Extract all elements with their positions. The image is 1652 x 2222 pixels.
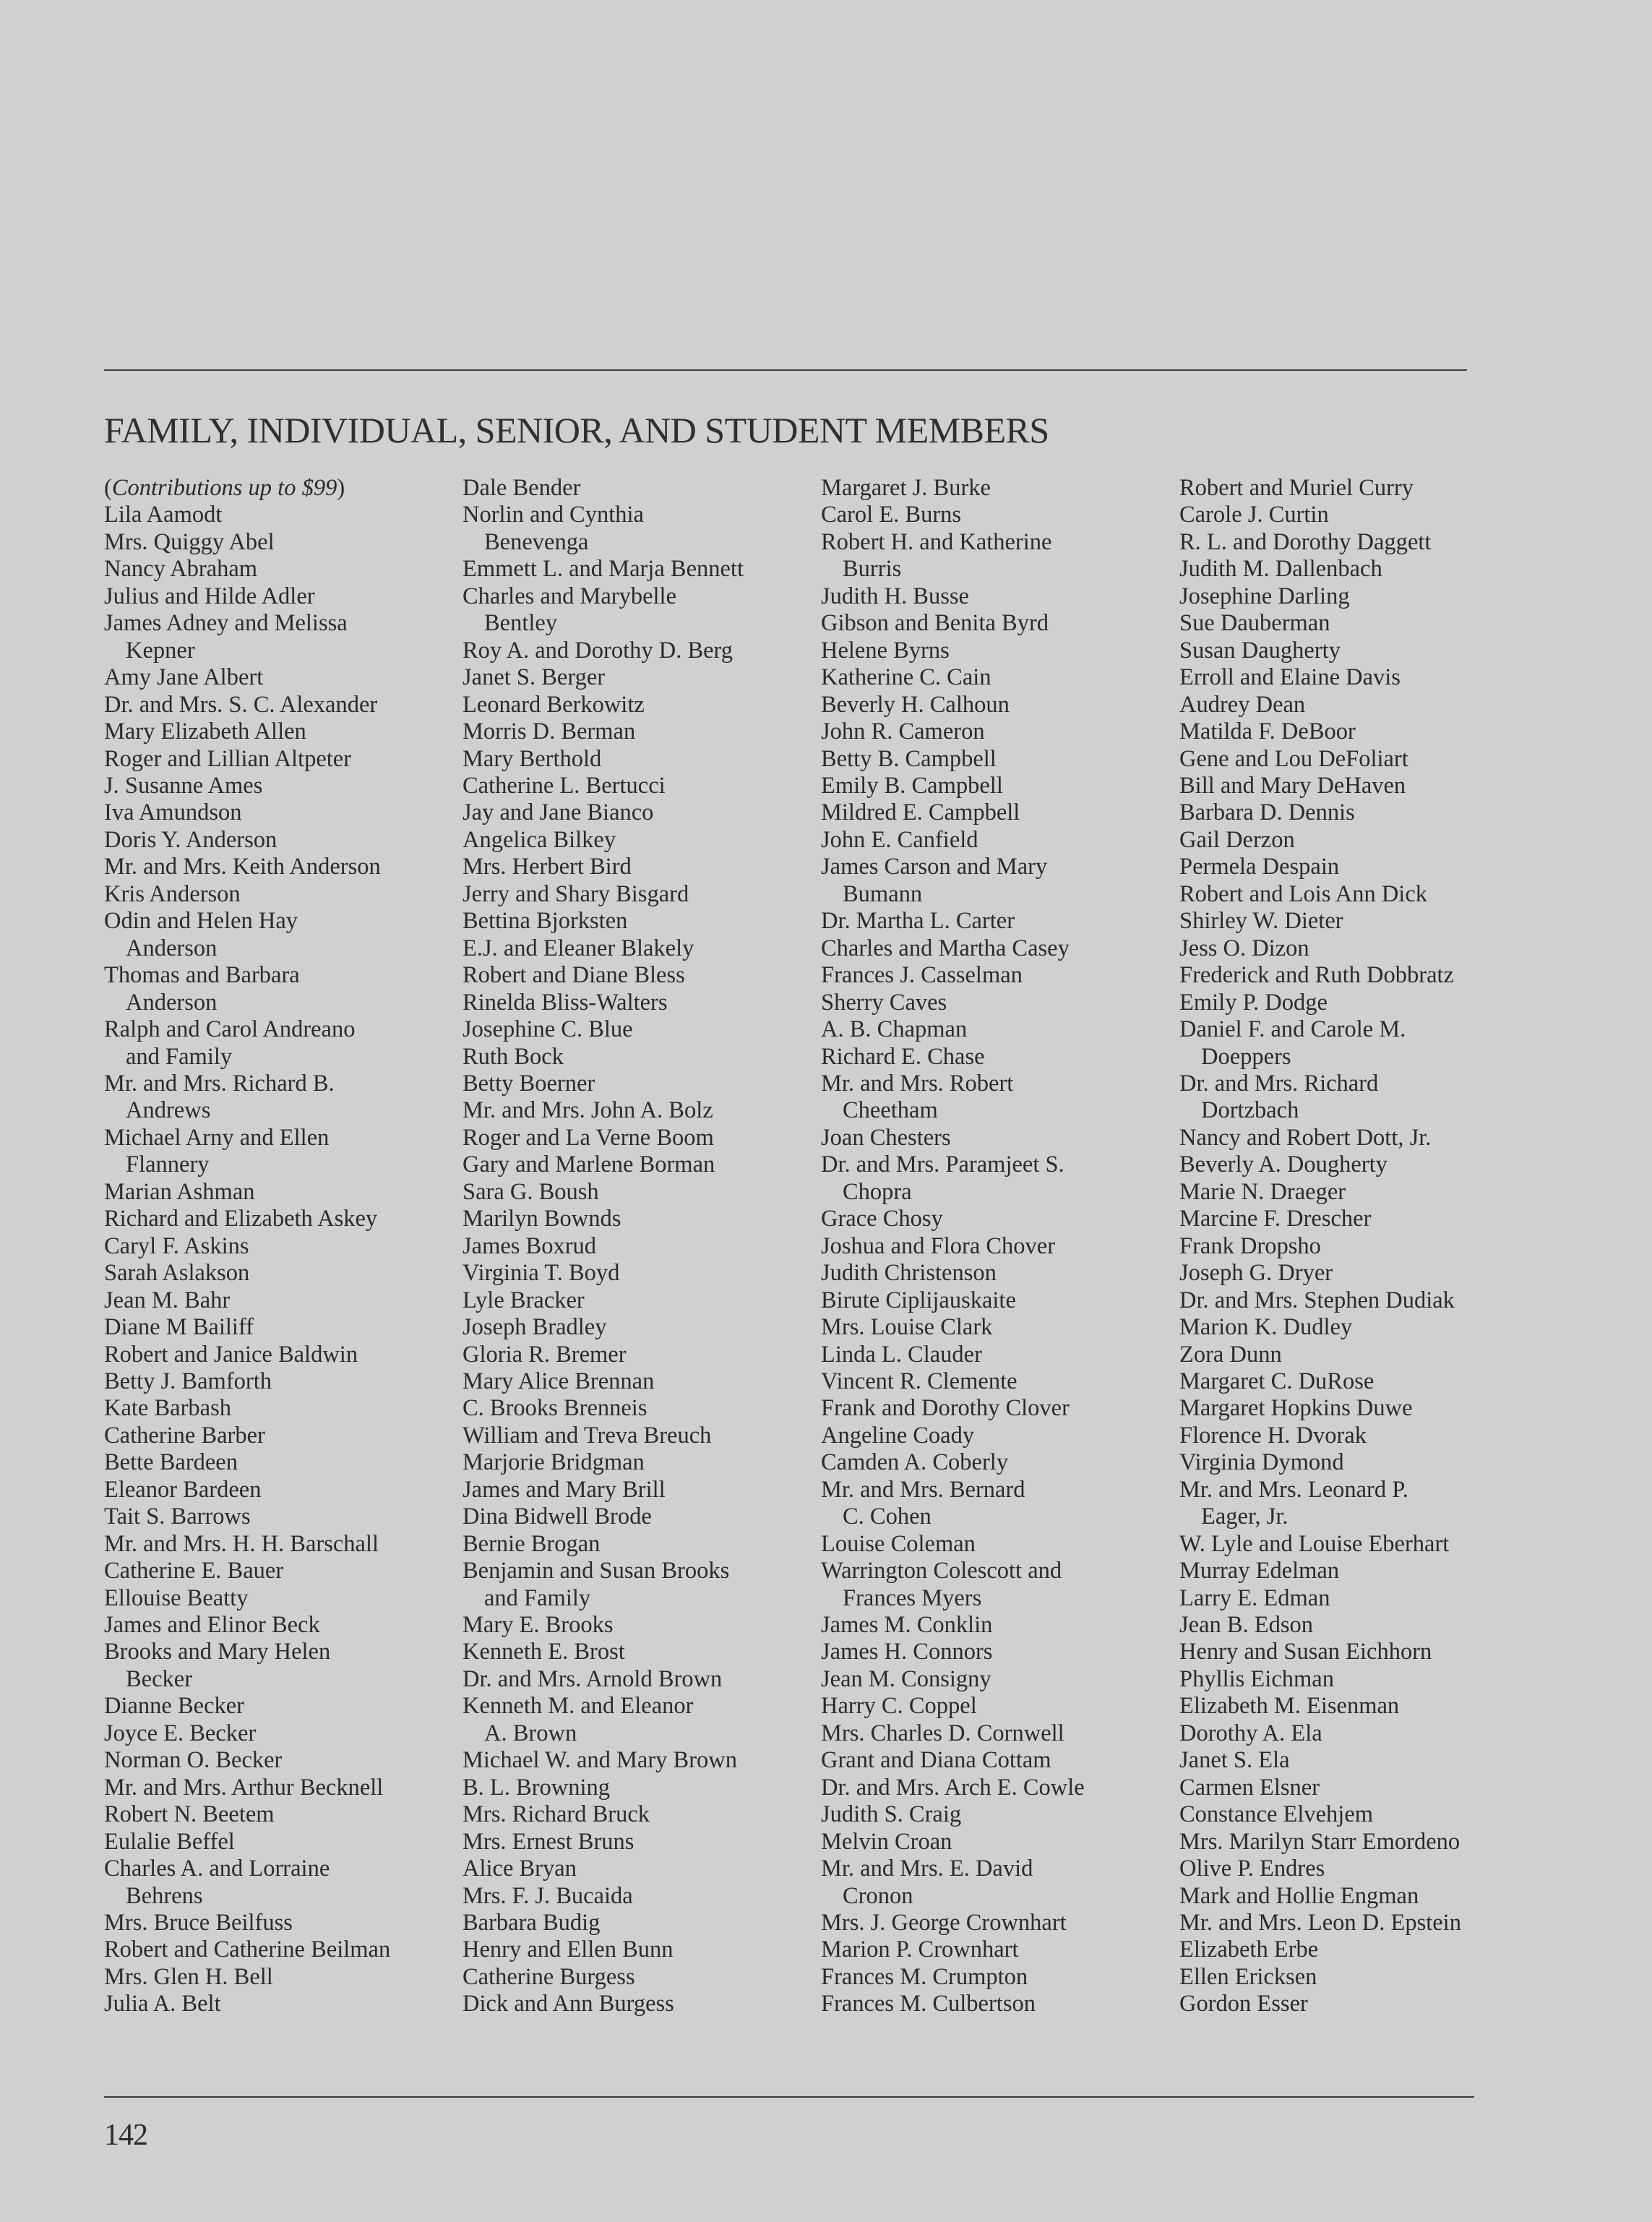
member-name: A. B. Chapman: [821, 1016, 968, 1043]
member-name: Dortzbach: [1201, 1097, 1299, 1124]
member-name: Susan Daugherty: [1179, 637, 1341, 664]
member-name: William and Treva Breuch: [463, 1422, 712, 1449]
member-name: Dale Bender: [463, 475, 581, 501]
member-name: Henry and Ellen Bunn: [463, 1936, 674, 1963]
member-name: Virginia T. Boyd: [463, 1260, 620, 1287]
member-name: Sue Dauberman: [1179, 610, 1330, 637]
member-name: Shirley W. Dieter: [1179, 908, 1343, 935]
member-name: Gibson and Benita Byrd: [821, 610, 1049, 637]
member-name: Frances M. Culbertson: [821, 1991, 1036, 2017]
member-name: W. Lyle and Louise Eberhart: [1179, 1530, 1450, 1557]
member-name: Grace Chosy: [821, 1206, 943, 1232]
member-name: Ralph and Carol Andreano: [104, 1016, 356, 1043]
member-name: Doris Y. Anderson: [104, 826, 278, 853]
member-name: Mary Alice Brennan: [463, 1368, 655, 1394]
member-name: Zora Dunn: [1179, 1341, 1282, 1368]
member-name: Helene Byrns: [821, 637, 950, 664]
member-name: Judith H. Busse: [821, 583, 969, 609]
member-name: and Family: [126, 1043, 233, 1070]
member-name: Benjamin and Susan Brooks: [463, 1558, 730, 1584]
member-name: Jean M. Consigny: [821, 1665, 991, 1692]
member-name: Nancy Abraham: [104, 556, 258, 583]
member-name: Camden A. Coberly: [821, 1449, 1009, 1476]
member-name: James M. Conklin: [821, 1612, 993, 1639]
member-name: Mrs. Ernest Bruns: [463, 1828, 634, 1855]
member-name: Flannery: [126, 1151, 210, 1178]
member-name: Kate Barbash: [104, 1395, 231, 1422]
member-name: Marjorie Bridgman: [463, 1449, 645, 1476]
member-name: Mary Elizabeth Allen: [104, 718, 306, 745]
member-name: Anderson: [126, 935, 218, 961]
member-name: Frances Myers: [843, 1584, 982, 1611]
member-name: R. L. and Dorothy Daggett: [1179, 528, 1432, 555]
member-name: Mr. and Mrs. Leon D. Epstein: [1179, 1910, 1461, 1936]
member-name: Mrs. Quiggy Abel: [104, 528, 275, 555]
member-name: Carole J. Curtin: [1179, 502, 1329, 528]
member-name: Joseph Bradley: [463, 1314, 607, 1341]
member-name: Dr. and Mrs. Paramjeet S.: [821, 1151, 1064, 1178]
member-name: Warrington Colescott and: [821, 1558, 1062, 1584]
member-name: Marcine F. Drescher: [1179, 1206, 1372, 1232]
member-name: Robert and Muriel Curry: [1179, 475, 1414, 501]
member-name: Kepner: [126, 637, 195, 664]
member-name: Emily P. Dodge: [1179, 989, 1328, 1016]
member-name: Mr. and Mrs. Leonard P.: [1179, 1476, 1408, 1503]
member-name: Mr. and Mrs. E. David: [821, 1856, 1033, 1882]
member-name: Olive P. Endres: [1179, 1856, 1325, 1882]
member-name: Eulalie Beffel: [104, 1828, 235, 1855]
member-name: Audrey Dean: [1179, 691, 1306, 718]
member-name: and Family: [484, 1584, 591, 1611]
member-name: Robert and Lois Ann Dick: [1179, 880, 1428, 907]
member-name: Roger and La Verne Boom: [463, 1124, 714, 1151]
member-name: Bette Bardeen: [104, 1449, 238, 1476]
member-name: Bernie Brogan: [463, 1530, 601, 1557]
member-name: Judith Christenson: [821, 1260, 997, 1287]
member-name: Matilda F. DeBoor: [1179, 718, 1356, 745]
member-name: Linda L. Clauder: [821, 1341, 982, 1368]
member-name: Jean M. Bahr: [104, 1287, 231, 1313]
member-name: Mrs. Charles D. Cornwell: [821, 1720, 1064, 1746]
member-name: Erroll and Elaine Davis: [1179, 664, 1401, 691]
member-name: Margaret Hopkins Duwe: [1179, 1395, 1413, 1422]
member-name: Mrs. Bruce Beilfuss: [104, 1910, 293, 1936]
member-name: Murray Edelman: [1179, 1558, 1340, 1584]
member-name: Mr. and Mrs. John A. Bolz: [463, 1097, 713, 1124]
member-name: Ellen Ericksen: [1179, 1963, 1317, 1990]
member-name: Jean B. Edson: [1179, 1612, 1314, 1639]
member-name: Bill and Mary DeHaven: [1179, 772, 1406, 799]
member-name: Catherine E. Bauer: [104, 1558, 284, 1584]
member-name: Caryl F. Askins: [104, 1232, 249, 1259]
member-name: Joshua and Flora Chover: [821, 1232, 1056, 1259]
member-name: Frank and Dorothy Clover: [821, 1395, 1070, 1422]
member-name: Mark and Hollie Engman: [1179, 1882, 1419, 1909]
member-name: Judith M. Dallenbach: [1179, 556, 1382, 583]
member-name: A. Brown: [484, 1720, 577, 1746]
member-name: Jay and Jane Bianco: [463, 799, 654, 826]
member-name: Mildred E. Campbell: [821, 799, 1020, 826]
member-name: John R. Cameron: [821, 718, 985, 745]
member-name: Alice Bryan: [463, 1856, 577, 1882]
member-name: Mr. and Mrs. Robert: [821, 1070, 1014, 1097]
member-name: Beverly H. Calhoun: [821, 691, 1010, 718]
member-name: Gordon Esser: [1179, 1991, 1308, 2017]
member-name: Mrs. Richard Bruck: [463, 1801, 650, 1828]
member-name: Joyce E. Becker: [104, 1720, 257, 1746]
member-name: Gloria R. Bremer: [463, 1341, 627, 1368]
member-name: Kenneth M. and Eleanor: [463, 1693, 694, 1720]
member-name: Janet S. Berger: [463, 664, 606, 691]
member-name: Ruth Bock: [463, 1043, 564, 1070]
member-name: Rinelda Bliss-Walters: [463, 989, 668, 1016]
member-name: Frederick and Ruth Dobbratz: [1179, 962, 1454, 989]
member-name: Lyle Bracker: [463, 1287, 585, 1313]
member-name: Tait S. Barrows: [104, 1504, 251, 1530]
member-name: Louise Coleman: [821, 1530, 976, 1557]
member-name: Julia A. Belt: [104, 1991, 221, 2017]
member-name: Roger and Lillian Altpeter: [104, 745, 352, 772]
member-name: Dina Bidwell Brode: [463, 1504, 652, 1530]
member-name: Betty Boerner: [463, 1070, 595, 1097]
member-name: Marion P. Crownhart: [821, 1936, 1019, 1963]
member-name: Richard E. Chase: [821, 1043, 985, 1070]
member-name: Emmett L. and Marja Bennett: [463, 556, 744, 583]
member-name: Dianne Becker: [104, 1693, 245, 1720]
member-name: Mrs. Glen H. Bell: [104, 1963, 273, 1990]
member-name: B. L. Browning: [463, 1774, 611, 1801]
member-name: Michael W. and Mary Brown: [463, 1747, 738, 1774]
member-name: Lila Aamodt: [104, 502, 223, 528]
member-name: Robert N. Beetem: [104, 1801, 275, 1828]
page-number: 142: [104, 2119, 147, 2152]
member-name: Dr. and Mrs. S. C. Alexander: [104, 691, 378, 718]
member-name: Sarah Aslakson: [104, 1260, 250, 1287]
member-name: Marian Ashman: [104, 1178, 255, 1205]
member-name: Constance Elvehjem: [1179, 1801, 1374, 1828]
member-column-4: [1179, 475, 1526, 2018]
member-name: Robert and Janice Baldwin: [104, 1341, 358, 1368]
member-name: Florence H. Dvorak: [1179, 1422, 1367, 1449]
member-name: Kenneth E. Brost: [463, 1639, 625, 1665]
member-name: Morris D. Berman: [463, 718, 636, 745]
member-name: Catherine L. Bertucci: [463, 772, 666, 799]
member-name: Catherine Burgess: [463, 1963, 635, 1990]
member-name: Iva Amundson: [104, 799, 242, 826]
note-open-paren: (: [104, 475, 112, 501]
member-name: Marion K. Dudley: [1179, 1314, 1353, 1341]
member-name: Gene and Lou DeFoliart: [1179, 745, 1408, 772]
member-name: Dr. and Mrs. Stephen Dudiak: [1179, 1287, 1455, 1313]
member-name: Michael Arny and Ellen: [104, 1124, 330, 1151]
member-name: Angelica Bilkey: [463, 826, 616, 853]
member-name: Phyllis Eichman: [1179, 1665, 1334, 1692]
member-name: James and Mary Brill: [463, 1476, 666, 1503]
member-name: Charles and Marybelle: [463, 583, 677, 609]
member-name: Harry C. Coppel: [821, 1693, 977, 1720]
member-name: Carmen Elsner: [1179, 1774, 1320, 1801]
member-name: Gary and Marlene Borman: [463, 1151, 715, 1178]
member-name: Benevenga: [484, 528, 589, 555]
member-name: James Adney and Melissa: [104, 610, 348, 637]
member-name: Margaret J. Burke: [821, 475, 991, 501]
member-name: Chopra: [843, 1178, 912, 1205]
member-name: Amy Jane Albert: [104, 664, 264, 691]
member-name: Larry E. Edman: [1179, 1584, 1330, 1611]
member-name: Sara G. Boush: [463, 1178, 599, 1205]
member-name: Angeline Coady: [821, 1422, 975, 1449]
member-name: Cheetham: [843, 1097, 938, 1124]
member-column-3: [821, 475, 1168, 2018]
member-name: Mr. and Mrs. Keith Anderson: [104, 854, 381, 880]
member-name: Sherry Caves: [821, 989, 947, 1016]
member-column-2: [463, 475, 809, 2018]
member-name: Carol E. Burns: [821, 502, 962, 528]
member-name: Janet S. Ela: [1179, 1747, 1290, 1774]
member-name: Behrens: [126, 1882, 203, 1909]
member-name: Mrs. Herbert Bird: [463, 854, 632, 880]
member-name: Robert H. and Katherine: [821, 528, 1052, 555]
member-name: Roy A. and Dorothy D. Berg: [463, 637, 733, 664]
member-name: C. Cohen: [843, 1504, 932, 1530]
member-name: Melvin Croan: [821, 1828, 952, 1855]
member-name: Dr. and Mrs. Arnold Brown: [463, 1665, 723, 1692]
member-name: Barbara D. Dennis: [1179, 799, 1355, 826]
member-name: James Carson and Mary: [821, 854, 1048, 880]
member-name: Permela Despain: [1179, 854, 1340, 880]
member-name: Jerry and Shary Bisgard: [463, 880, 689, 907]
member-name: Margaret C. DuRose: [1179, 1368, 1374, 1394]
member-name: Dr. and Mrs. Arch E. Cowle: [821, 1774, 1085, 1801]
member-name: Grant and Diana Cottam: [821, 1747, 1051, 1774]
member-name: Mr. and Mrs. H. H. Barschall: [104, 1530, 379, 1557]
member-name: Leonard Berkowitz: [463, 691, 645, 718]
member-name: Bumann: [843, 880, 923, 907]
member-name: Mr. and Mrs. Richard B.: [104, 1070, 335, 1097]
member-name: Barbara Budig: [463, 1910, 601, 1936]
contributions-note: [104, 475, 451, 502]
member-name: Beverly A. Dougherty: [1179, 1151, 1388, 1178]
member-name: J. Susanne Ames: [104, 772, 263, 799]
member-name: Eleanor Bardeen: [104, 1476, 262, 1503]
member-name: Daniel F. and Carole M.: [1179, 1016, 1406, 1043]
member-column-1: [104, 475, 451, 2018]
member-name: Mrs. Marilyn Starr Emordeno: [1179, 1828, 1460, 1855]
member-name: Betty B. Campbell: [821, 745, 997, 772]
member-name: Norlin and Cynthia: [463, 502, 644, 528]
member-name: Robert and Catherine Beilman: [104, 1936, 391, 1963]
member-name: Charles A. and Lorraine: [104, 1856, 330, 1882]
member-name: Katherine C. Cain: [821, 664, 991, 691]
member-name: James Boxrud: [463, 1232, 597, 1259]
member-name: Dick and Ann Burgess: [463, 1991, 674, 2017]
member-name: Josephine Darling: [1179, 583, 1350, 609]
member-name: Thomas and Barbara: [104, 962, 300, 989]
member-name: Elizabeth M. Eisenman: [1179, 1693, 1400, 1720]
member-name: Mary E. Brooks: [463, 1612, 614, 1639]
member-name: Bettina Bjorksten: [463, 908, 628, 935]
bottom-rule: [104, 2096, 1474, 2098]
member-name: Cronon: [843, 1882, 913, 1909]
member-name: Brooks and Mary Helen: [104, 1639, 331, 1665]
member-name: Vincent R. Clemente: [821, 1368, 1018, 1394]
member-name: Charles and Martha Casey: [821, 935, 1070, 961]
member-name: Julius and Hilde Adler: [104, 583, 315, 609]
member-name: Betty J. Bamforth: [104, 1368, 272, 1394]
top-rule: [104, 369, 1467, 371]
member-name: Jess O. Dizon: [1179, 935, 1309, 961]
member-name: Mr. and Mrs. Bernard: [821, 1476, 1025, 1503]
member-name: Mrs. Louise Clark: [821, 1314, 993, 1341]
note-text: Contributions up to $99: [111, 475, 337, 501]
member-name: Nancy and Robert Dott, Jr.: [1179, 1124, 1432, 1151]
member-name: Gail Derzon: [1179, 826, 1295, 853]
member-name: Birute Ciplijauskaite: [821, 1287, 1016, 1313]
member-name: Frank Dropsho: [1179, 1232, 1321, 1259]
member-name: Dorothy A. Ela: [1179, 1720, 1322, 1746]
member-name: Kris Anderson: [104, 880, 241, 907]
member-name: John E. Canfield: [821, 826, 978, 853]
member-name: Frances M. Crumpton: [821, 1963, 1028, 1990]
page-heading: FAMILY, INDIVIDUAL, SENIOR, AND STUDENT MEMBERS: [104, 410, 1049, 450]
member-name: Burris: [843, 556, 902, 583]
member-name: Richard and Elizabeth Askey: [104, 1206, 378, 1232]
member-name: Mr. and Mrs. Arthur Becknell: [104, 1774, 384, 1801]
note-close-paren: ): [337, 475, 345, 501]
member-name: Elizabeth Erbe: [1179, 1936, 1319, 1963]
member-name: Marie N. Draeger: [1179, 1178, 1346, 1205]
member-name: Dr. Martha L. Carter: [821, 908, 1015, 935]
member-name: Norman O. Becker: [104, 1747, 283, 1774]
member-name: Doeppers: [1201, 1043, 1291, 1070]
member-name: Joan Chesters: [821, 1124, 951, 1151]
member-name: James H. Connors: [821, 1639, 993, 1665]
member-name: Dr. and Mrs. Richard: [1179, 1070, 1379, 1097]
member-name: Anderson: [126, 989, 218, 1016]
member-name: Frances J. Casselman: [821, 962, 1023, 989]
member-name: Diane M Bailiff: [104, 1314, 254, 1341]
member-name: Catherine Barber: [104, 1422, 265, 1449]
member-name: Joseph G. Dryer: [1179, 1260, 1333, 1287]
member-name: Mrs. J. George Crownhart: [821, 1910, 1067, 1936]
member-name: Henry and Susan Eichhorn: [1179, 1639, 1432, 1665]
member-name: Judith S. Craig: [821, 1801, 962, 1828]
member-name: Becker: [126, 1665, 193, 1692]
member-name: Ellouise Beatty: [104, 1584, 249, 1611]
member-name: E.J. and Eleaner Blakely: [463, 935, 694, 961]
member-name: Robert and Diane Bless: [463, 962, 685, 989]
member-name: Mary Berthold: [463, 745, 602, 772]
member-name: Virginia Dymond: [1179, 1449, 1344, 1476]
member-name: Josephine C. Blue: [463, 1016, 633, 1043]
member-name: Bentley: [484, 610, 558, 637]
member-name: Mrs. F. J. Bucaida: [463, 1882, 633, 1909]
member-name: Marilyn Bownds: [463, 1206, 621, 1232]
member-name: C. Brooks Brenneis: [463, 1395, 648, 1422]
member-name: Odin and Helen Hay: [104, 908, 298, 935]
member-name: Emily B. Campbell: [821, 772, 1003, 799]
member-name: James and Elinor Beck: [104, 1612, 320, 1639]
member-name: Andrews: [126, 1097, 211, 1124]
member-name: Eager, Jr.: [1201, 1504, 1289, 1530]
